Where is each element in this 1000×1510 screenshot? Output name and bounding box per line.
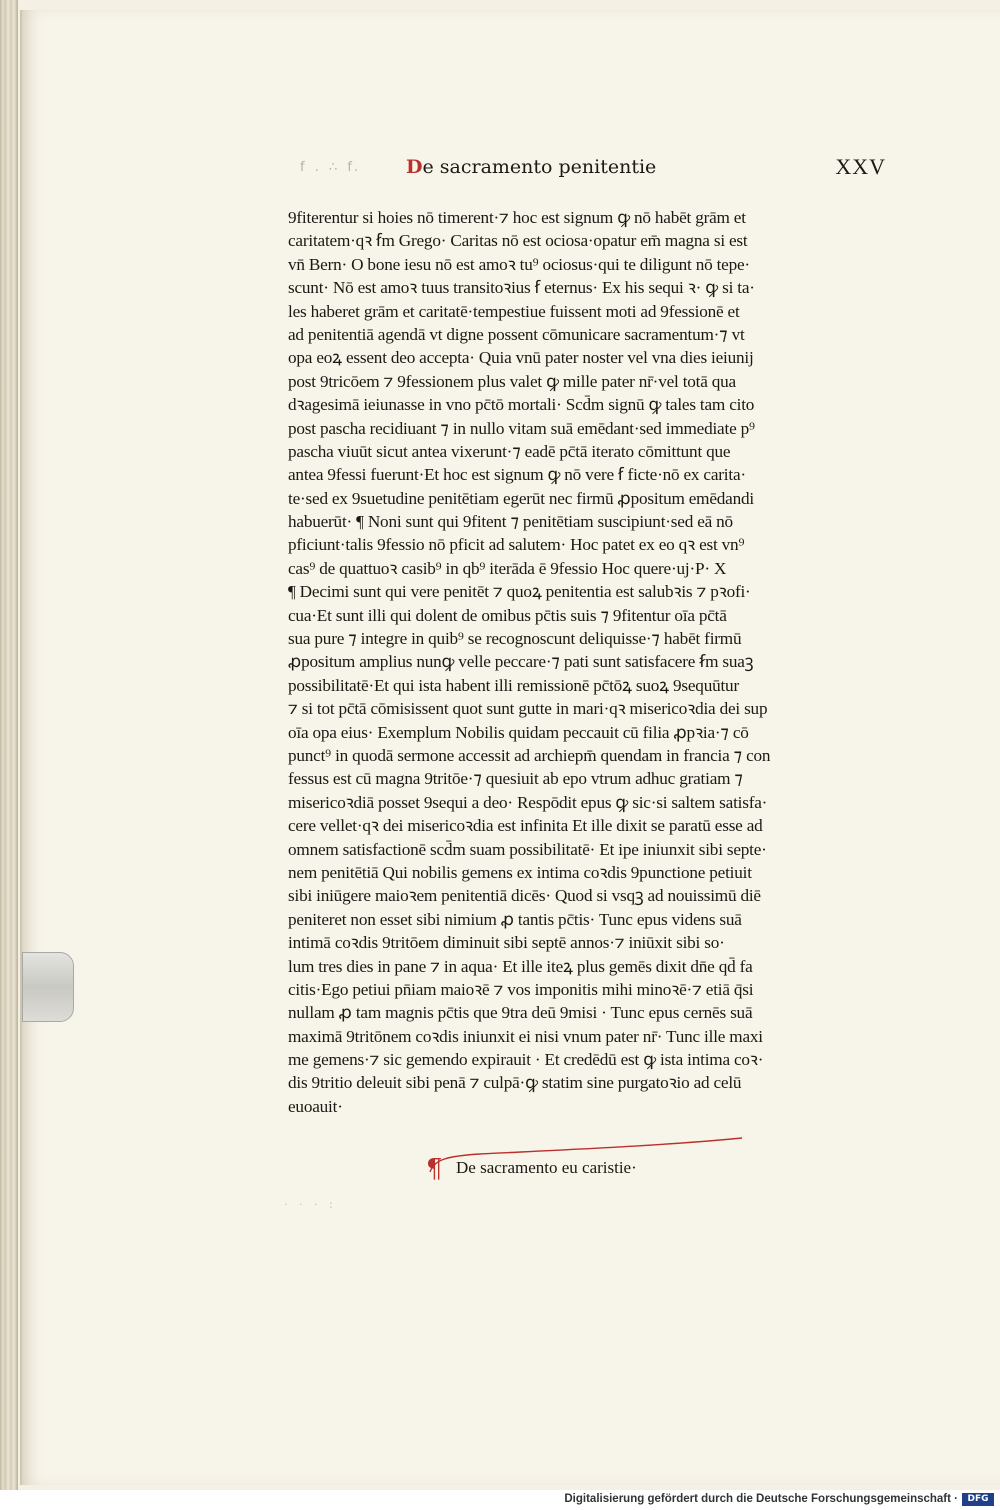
page-clip — [22, 952, 74, 1022]
text-line: ⁊ si tot pc̄tā cōmisissent quot sunt gutte in mari·qꝛ misericoꝛdia dei sup — [288, 699, 768, 719]
text-line: omnem satisfactionē scd̄m suam possibilitatē· Et ipe iniunxit sibi septe· — [288, 839, 767, 859]
text-line: euoauit· — [288, 1096, 343, 1116]
text-line: citis·Ego petiui pn̄iam maioꝛē ⁊ vos imponitis mihi minoꝛē·⁊ etiā q̄si — [288, 979, 754, 999]
text-line: scunt· Nō est amoꝛ tuus transitoꝛius ẜ eternus· Ex his sequi ꝛ· ꝙ si ta· — [288, 278, 755, 298]
digitization-footer — [0, 1490, 1000, 1510]
body-text-block — [288, 206, 928, 1118]
running-head-title-rest: e sacramento penitentie — [422, 156, 657, 178]
page-edge-stack — [0, 0, 18, 1490]
text-line: ¶ Decimi sunt qui vere penitēt ⁊ quoꝝ penitentia est salubꝛis ⁊ pꝛofi· — [288, 582, 751, 602]
text-line: post pascha recidiuant ⁊ in nullo vitam suā emēdant·sed immediate p⁹ — [288, 418, 755, 438]
running-head — [260, 156, 900, 186]
text-line: ad penitentiā agendā vt digne possent cōmunicare sacramentum·⁊ vt — [288, 324, 745, 344]
text-line: oīa opa eius· Exemplum Nobilis quidam peccauit cū filia ꝓpꝛia·⁊ cō — [288, 722, 749, 742]
text-line: antea 9fessi fuerunt·Et hoc est signum ꝙ nō vere ẜ ficte·nō ex carita· — [288, 465, 746, 485]
text-line: sua pure ⁊ integre in quib⁹ se recognoscunt deliquisse·⁊ habēt firmū — [288, 629, 742, 649]
running-head-title — [406, 156, 656, 178]
section-heading — [420, 1156, 780, 1186]
text-line: pficiunt·talis 9fessio nō pficit ad salutem· Hoc patet ex eo qꝛ est vn⁹ — [288, 535, 745, 555]
text-line: sibi iniūgere maioꝛem penitentiā dicēs· Quod si vsqꝫ ad nouissimū diē — [288, 886, 761, 906]
faint-bottom-marks: · · · : — [284, 1198, 337, 1211]
text-line: cua·Et sunt illi qui dolent de omibus pc̄tis suis ⁊ 9fitentur oīa pc̄tā — [288, 605, 727, 625]
faint-margin-mark: f . ∴ f. — [300, 160, 362, 175]
text-line: post 9tricōem ⁊ 9fessionem plus valet ꝙ mille pater nr̄·vel totā qua — [288, 371, 736, 391]
text-line: punct⁹ in quodā sermone accessit ad archiepm̄ quendam in francia ⁊ con — [288, 745, 771, 765]
text-line: possibilitatē·Et qui ista habent illi remissionē pc̄tōꝝ suoꝝ 9sequūtur — [288, 675, 739, 695]
text-line: lum tres dies in pane ⁊ in aqua· Et ille iteꝝ plus gemēs dixit dn̄e qd̄ fa — [288, 956, 753, 976]
text-line: 9fiterentur si hoies nō timerent·⁊ hoc est signum ꝙ nō habēt grām et — [288, 208, 746, 227]
text-line: me gemens·⁊ sic gemendo expirauit · Et credēdū est ꝙ ista intima coꝛ· — [288, 1050, 764, 1070]
section-heading-text: De sacramento eu caristie· — [456, 1158, 637, 1177]
text-line: caritatem·qꝛ ẜm Grego· Caritas nō est ociosa·opatur em̄ magna si est — [288, 231, 748, 251]
text-line: cas⁹ de quattuoꝛ casib⁹ in qb⁹ iterāda ē 9fessio Hoc quere·uj·P· X — [288, 558, 727, 578]
text-line: cere vellet·qꝛ dei misericoꝛdia est infinita Et ille dixit se paratū esse ad — [288, 816, 763, 836]
text-line: ꝓpositum amplius nunꝙ velle peccare·⁊ pati sunt satisfacere ẜm suaꝫ — [288, 652, 754, 672]
text-line: dis 9tritio deleuit sibi penā ⁊ culpā·ꝙ statim sine purgatoꝛio ad celū — [288, 1073, 742, 1093]
text-line: maximā 9tritōnem coꝛdis iniunxit ei nisi vnum pater nr̄· Tunc ille maxi — [288, 1026, 763, 1046]
text-line: nullam ꝓ tam magnis pc̄tis que 9tra deū 9misi · Tunc epus cernēs suā — [288, 1003, 753, 1023]
text-line: peniteret non esset sibi nimium ꝓ tantis pc̄tis· Tunc epus videns suā — [288, 909, 742, 929]
text-line: opa eoꝝ essent deo accepta· Quia vnū pater noster vel vna dies ieiunij — [288, 348, 754, 368]
text-line: pascha viuūt sicut antea vixerunt·⁊ eadē pc̄tā iterato cōmittunt que — [288, 441, 731, 461]
text-line: te·sed ex 9suetudine penitētiam egerūt nec firmū ꝓpositum emēdandi — [288, 488, 754, 508]
running-head-initial: D — [406, 156, 423, 178]
folio-number: XXV — [835, 154, 886, 179]
text-line: vn̄ Bern· O bone iesu nō est amoꝛ tu⁹ ociosus·qui te diligunt nō tepe· — [288, 254, 750, 274]
text-line: habuerūt· ¶ Noni sunt qui 9fitent ⁊ penitētiam suscipiunt·sed eā nō — [288, 512, 733, 532]
paragraph-mark: ¶ — [426, 1154, 443, 1184]
text-line: nem penitētiā Qui nobilis gemens ex intima coꝛdis 9punctione petiuit — [288, 862, 752, 882]
funding-credit: Digitalisierung gefördert durch die Deutsche Forschungsgemeinschaft · — [564, 1493, 958, 1505]
text-line: fessus est cū magna 9tritōe·⁊ quesiuit ab epo vtrum adhuc gratiam ⁊ — [288, 769, 743, 789]
dfg-logo-icon: DFG — [962, 1493, 994, 1506]
text-line: misericoꝛdiā posset 9sequi a deo· Respōdit epus ꝙ sic·si saltem satisfa· — [288, 792, 768, 812]
text-line: dꝛagesimā ieiunasse in vno pc̄tō mortali· Scd̄m signū ꝙ tales tam cito — [288, 395, 755, 415]
text-line: intimā coꝛdis 9tritōem diminuit sibi septē annos·⁊ iniūxit sibi so· — [288, 933, 725, 953]
text-line: les haberet grām et caritatē·tempestiue fuissent moti ad 9fessionē et — [288, 301, 740, 321]
